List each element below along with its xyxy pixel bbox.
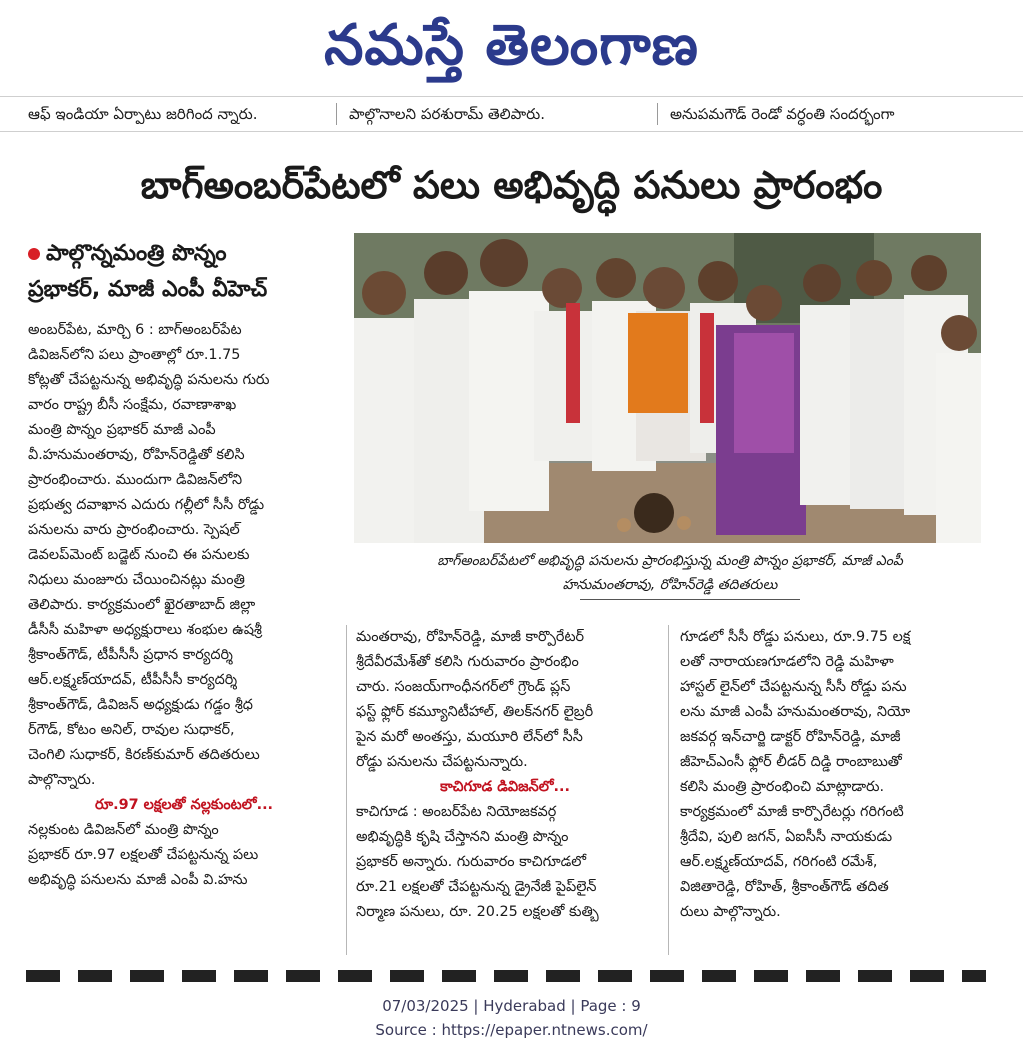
teaser-text-3: అనుపమగౌడ్ రెండో వర్ధంతి సందర్భంగా [670,105,895,123]
column-line: ప్రభాకర్ రూ.97 లక్షలతో చేపట్టనున్న పలు [28,847,259,863]
caption-underline [580,599,800,600]
column-line: గూడలో సీసీ రోడ్డు పనులు, రూ.9.75 లక్ష [680,629,911,645]
footer-date-line: 07/03/2025 | Hyderabad | Page : 9 [382,997,641,1015]
column-line: వీ.హనుమంతరావు, రోహిన్‌రెడ్డితో కలిసి [28,447,245,463]
column-line: అభివృద్ధి పనులను మాజీ ఎంపీ వి.హను [28,872,248,888]
article-column-1 [28,318,340,893]
column-line: డీసీసీ మహిళా అధ్యక్షురాలు శంభుల ఉషశ్రీ [28,622,262,638]
photo-caption-line-1: బాగ్అంబర్‌పేటలో అభివృద్ధి పనులను ప్రారంభిస్తున్న మంత్రి పొన్నం ప్రభాకర్, మాజీ ఎంపీ [437,553,903,569]
photo-caption [360,549,980,597]
column-line: డెవలప్‌మెంట్ బడ్జెట్ నుంచి ఈ పనులకు [28,547,250,563]
column-divider [346,625,347,955]
column-line: శ్రీకాంత్‌గౌడ్, టీపీసీసీ ప్రధాన కార్యదర్శి [28,647,233,663]
column-line: కాచిగూడ : అంబర్‌పేట నియోజకవర్గ [356,804,557,820]
column-line: లతో నారాయణగూడలోని రెడ్డి మహిళా [680,654,894,670]
column-line: కోట్లతో చేపట్టనున్న అభివృద్ధి పనులను గురు [28,372,270,388]
teaser-text-2: పాల్గొనాలని పరశురామ్ తెలిపారు. [349,105,545,123]
column-line: పనులను వారు ప్రారంభించారు. స్పెషల్ [28,522,240,538]
footer-source-line: Source : https://epaper.ntnews.com/ [375,1021,648,1039]
column-line: కార్యక్రమంలో మాజీ కార్పొరేటర్లు గరిగంటి [680,804,904,820]
column-line: ప్రారంభించారు. ముందుగా డివిజన్‌లోని [28,472,243,488]
bullet-icon [28,248,40,260]
teaser-strip [0,96,1023,132]
column-line: శ్రీదేవీరమేశ్‌తో కలిసి గురువారం ప్రారంభిం [356,654,579,670]
column-line: నిర్మాణ పనులు, రూ. 20.25 లక్షలతో కుత్బి [356,904,599,920]
news-photo-image [354,233,981,543]
column-line: కలిసి మంత్రి ప్రారంభించి మాట్లాడారు. [680,779,885,795]
column-line: రోడ్డు పనులను చేపట్టనున్నారు. [356,754,528,770]
column-line: చెంగిలి సుధాకర్, కిరణ్‌కుమార్ తదితరులు [28,747,260,763]
column-line: అంబర్‌పేట, మార్చి 6 : బాగ్అంబర్‌పేట [28,322,242,338]
news-photo [354,233,981,543]
kicker-line-1-text: పాల్గొన్నమంత్రి పొన్నం [46,241,227,266]
subhead-kachiguda: కాచిగూడ డివిజన్‌లో... [440,779,570,795]
column-line: లను మాజీ ఎంపీ హనుమంతరావు, నియో [680,704,911,720]
column-line: ప్రభుత్వ దవాఖాన ఎదురు గల్లీలో సీసీ రోడ్డు [28,497,265,513]
column-line: శ్రీదేవి, పులి జగన్, ఏఐసీసీ నాయకుడు [680,829,893,845]
column-line: పైన మరో అంతస్తు, మయూరి లేన్‌లో సీసీ [356,729,583,745]
column-line: పాల్గొన్నారు. [28,772,96,788]
column-line: ర్‌గౌడ్, కోటం అనిల్, రావుల సుధాకర్, [28,722,235,738]
article-column-2 [356,625,654,925]
article-headline: బాగ్అంబర్‌పేటలో పలు అభివృద్ధి పనులు ప్రారంభం [140,163,883,207]
column-line: విజితారెడ్డి, రోహిత్, శ్రీకాంత్‌గౌడ్ తదిత [680,879,889,895]
article-kicker [28,236,328,308]
column-line: రూ.21 లక్షలతో చేపట్టనున్న డ్రైనేజీ పైప్‌లైన్ [356,879,597,895]
column-line: ఆర్.లక్ష్మణ్‌యాదవ్, టీపీసీసీ కార్యదర్శి [28,672,238,688]
teaser-text-1: ఆఫ్ ఇండియా ఏర్పాటు జరిగింద న్నారు. [28,105,258,123]
photo-caption-line-2: హనుమంతరావు, రోహిన్‌రెడ్డి తదితరులు [562,577,778,593]
column-line: డివిజన్‌లోని పలు ప్రాంతాల్లో రూ.1.75 [28,347,241,363]
article-column-3 [680,625,984,925]
teaser-divider [657,103,658,125]
column-line: చారు. సంజయ్‌గాంధీనగర్‌లో గ్రౌండ్ ప్లస్ [356,679,571,695]
column-line: ఫస్ట్ ఫ్లోర్ కమ్యూనిటీహాల్, తిలక్‌నగర్ లైబ్రరీ [356,704,594,720]
masthead-logo: నమస్తే తెలంగాణ [324,12,699,78]
column-line: జకవర్గ ఇన్‌చార్జి డాక్టర్ రోహిన్‌రెడ్డి, మాజీ [680,729,901,745]
column-line: నల్లకుంట డివిజన్‌లో మంత్రి పొన్నం [28,822,219,838]
kicker-line-1 [28,236,328,272]
column-line: మంత్రి పొన్నం ప్రభాకర్ మాజీ ఎంపీ [28,422,216,438]
column-line: ఆర్.లక్ష్మణ్‌యాదవ్, గరిగంటి రమేశ్, [680,854,878,870]
column-line: వారం రాష్ట్ర బీసీ సంక్షేమ, రవాణాశాఖ [28,397,237,413]
column-line: అభివృద్ధికి కృషి చేస్తానని మంత్రి పొన్నం [356,829,569,845]
column-line: మంతరావు, రోహిన్‌రెడ్డి, మాజీ కార్పొరేటర్ [356,629,585,645]
column-divider [668,625,669,955]
subhead-nallakunta: రూ.97 లక్షలతో నల్లకుంటలో... [94,797,274,813]
column-line: జీహెచ్‌ఎంసీ ఫ్లోర్ లీడర్ దిడ్డి రాంబాబుతో [680,754,902,770]
kicker-line-2: ప్రభాకర్, మాజీ ఎంపీ వీహెచ్ [28,277,268,302]
column-line: తెలిపారు. కార్యక్రమంలో ఖైరతాబాద్ జిల్లా [28,597,256,613]
column-line: హాస్టల్ లైన్‌లో చేపట్టనున్న సీసీ రోడ్డు పను [680,679,907,695]
teaser-divider [336,103,337,125]
column-line: నిధులు మంజూరు చేయించినట్లు మంత్రి [28,572,245,588]
clipped-next-headline [26,970,986,982]
column-line: రులు పాల్గొన్నారు. [680,904,781,920]
column-line: శ్రీకాంత్‌గౌడ్, డివిజన్ అధ్యక్షుడు గడ్డం శ్రీధ [28,697,253,713]
column-line: ప్రభాకర్ అన్నారు. గురువారం కాచిగూడలో [356,854,587,870]
